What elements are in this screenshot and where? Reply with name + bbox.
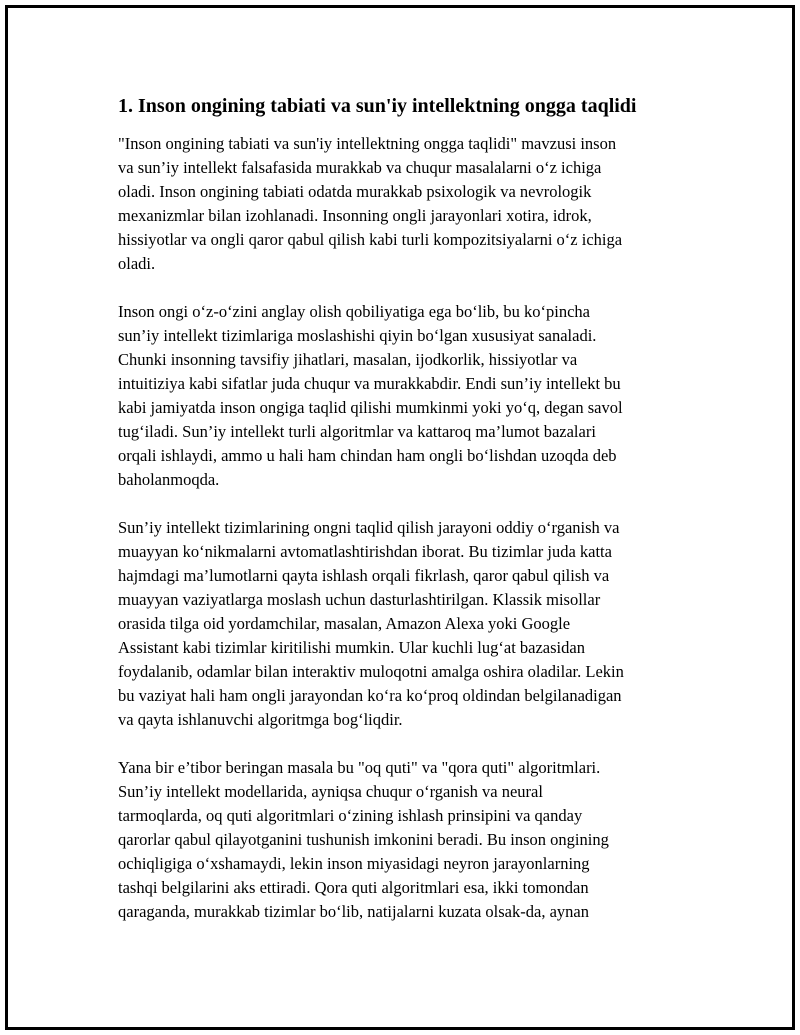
body-paragraph — [118, 516, 688, 732]
text-line: tarmoqlarda, oq quti algoritmlari o‘zining ishlash prinsipini va qanday — [118, 806, 583, 825]
text-line: "Inson ongining tabiati va sun'iy intellektning ongga taqlidi" mavzusi inson — [118, 134, 617, 153]
body-paragraph — [118, 132, 688, 276]
text-line: orasida tilga oid yordamchilar, masalan, Amazon Alexa yoki Google — [118, 614, 571, 633]
text-line: mexanizmlar bilan izohlanadi. Insonning ongli jarayonlari xotira, idrok, — [118, 206, 592, 225]
body-paragraph — [118, 300, 688, 492]
text-line: ochiqligiga o‘xshamaydi, lekin inson miyasidagi neyron jarayonlarning — [118, 854, 590, 873]
text-line: Chunki insonning tavsifiy jihatlari, masalan, ijodkorlik, hissiyotlar va — [118, 350, 578, 369]
body-paragraph — [118, 756, 688, 924]
text-line: orqali ishlaydi, ammo u hali ham chindan ham ongli bo‘lishdan uzoqda deb — [118, 446, 617, 465]
text-line: intuitiziya kabi sifatlar juda chuqur va murakkabdir. Endi sun’iy intellekt bu — [118, 374, 621, 393]
text-line: bu vaziyat hali ham ongli jarayondan ko‘ra ko‘proq oldindan belgilanadigan — [118, 686, 622, 705]
text-line: foydalanib, odamlar bilan interaktiv muloqotni amalga oshira oladilar. Lekin — [118, 662, 624, 681]
text-line: oladi. — [118, 254, 156, 273]
text-line: kabi jamiyatda inson ongiga taqlid qilishi mumkinmi yoki yo‘q, degan savol — [118, 398, 623, 417]
text-line: muayyan ko‘nikmalarni avtomatlashtirishdan iborat. Bu tizimlar juda katta — [118, 542, 612, 561]
text-line: qarorlar qabul qilayotganini tushunish imkonini beradi. Bu inson ongining — [118, 830, 609, 849]
text-line: hajmdagi ma’lumotlarni qayta ishlash orqali fikrlash, qaror qabul qilish va — [118, 566, 610, 585]
text-line: va qayta ishlanuvchi algoritmga bog‘liqdir. — [118, 710, 403, 729]
text-line: Sun’iy intellekt tizimlarining ongni taqlid qilish jarayoni oddiy o‘rganish va — [118, 518, 620, 537]
text-line: qaraganda, murakkab tizimlar bo‘lib, natijalarni kuzata olsak-da, aynan — [118, 902, 589, 921]
text-line: Yana bir e’tibor beringan masala bu "oq quti" va "qora quti" algoritmlari. — [118, 758, 601, 777]
text-line: Sun’iy intellekt modellarida, ayniqsa chuqur o‘rganish va neural — [118, 782, 543, 801]
text-line: va sun’iy intellekt falsafasida murakkab va chuqur masalalarni o‘z ichiga — [118, 158, 602, 177]
text-line: sun’iy intellekt tizimlariga moslashishi qiyin bo‘lgan xususiyat sanaladi. — [118, 326, 597, 345]
text-line: muayyan vaziyatlarga moslash uchun dasturlashtirilgan. Klassik misollar — [118, 590, 601, 609]
text-line: tug‘iladi. Sun’iy intellekt turli algoritmlar va kattaroq ma’lumot bazalari — [118, 422, 596, 441]
text-line: tashqi belgilarini aks ettiradi. Qora quti algoritmlari esa, ikki tomondan — [118, 878, 589, 897]
text-line: Inson ongi o‘z-o‘zini anglay olish qobiliyatiga ega bo‘lib, bu ko‘pincha — [118, 302, 590, 321]
document-body — [118, 93, 688, 948]
text-line: Assistant kabi tizimlar kiritilishi mumkin. Ular kuchli lug‘at bazasidan — [118, 638, 585, 657]
paragraph-container — [118, 132, 688, 924]
text-line: oladi. Inson ongining tabiati odatda murakkab psixologik va nevrologik — [118, 182, 592, 201]
section-heading: 1. Inson ongining tabiati va sun'iy intellektning ongga taqlidi — [118, 95, 637, 117]
text-line: hissiyotlar va ongli qaror qabul qilish kabi turli kompozitsiyalarni o‘z ichiga — [118, 230, 623, 249]
text-line: baholanmoqda. — [118, 470, 220, 489]
